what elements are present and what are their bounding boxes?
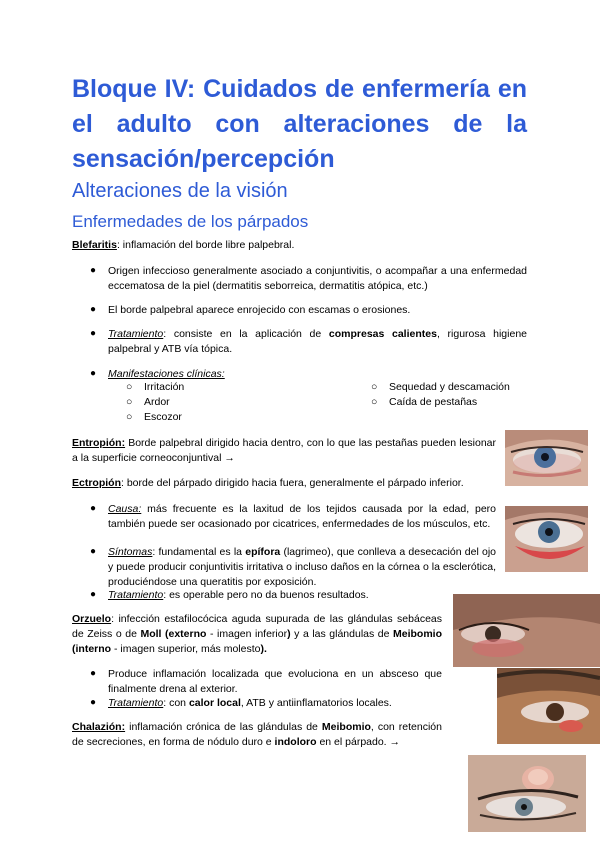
ectropion-causa (108, 502, 496, 532)
term-blefaritis: Blefaritis (72, 239, 117, 251)
bold-meibomio: Meibomio (interno (72, 628, 443, 655)
ectropion-sintomas (108, 545, 496, 590)
orzuelo-tratamiento (108, 696, 442, 711)
text: y a las glándulas de (290, 628, 394, 640)
bold-moll: Moll (externo (140, 628, 207, 640)
manif-item: Sequedad y descamación (389, 381, 510, 393)
section-heading: Enfermedades de los párpados (72, 212, 309, 231)
entropion-definition (72, 436, 496, 466)
text: inflamación crónica de las glándulas de (125, 721, 322, 733)
manif-item: Ardor (144, 396, 170, 408)
text: - imagen superior, más molesto (111, 643, 261, 655)
bullet-dot: ● (90, 589, 97, 600)
term-entropion: Entropión: (72, 437, 126, 449)
entropion-photo (505, 430, 588, 486)
circle-bullet: ○ (126, 411, 133, 423)
bullet-dot: ● (90, 304, 97, 315)
text: : consiste en la aplicación de (163, 328, 329, 340)
orzuelo-internal-photo (453, 594, 600, 667)
bullet-dot: ● (90, 697, 97, 708)
blefaritis-definition (72, 238, 527, 253)
ectropion-tratamiento (108, 588, 496, 603)
circle-bullet: ○ (126, 396, 133, 408)
bullet-dot: ● (90, 368, 97, 379)
text: en el párpado. → (316, 736, 401, 748)
bullet-dot: ● (90, 546, 97, 557)
text: - imagen inferior (206, 628, 288, 640)
text: Borde palpebral dirigido hacia dentro, con lo que las pestañas pueden lesionar a la superficie corneoconjuntival → (72, 437, 496, 464)
bullet-dot: ● (90, 328, 97, 339)
bold-indoloro: indoloro (274, 736, 317, 748)
text: , rigurosa higiene palpebral y ATB vía tópica. (108, 328, 527, 355)
orzuelo-external-photo (497, 668, 600, 744)
manif-item: Caída de pestañas (389, 396, 478, 408)
manif-item: Escozor (144, 411, 182, 423)
bullet-dot: ● (90, 668, 97, 679)
blefaritis-treatment (108, 327, 527, 357)
ectropion-definition (72, 476, 496, 491)
text: : borde del párpado dirigido hacia fuera, generalmente el párpado inferior. (121, 477, 464, 489)
circle-bullet: ○ (126, 381, 133, 393)
label-sintomas: Síntomas (108, 546, 153, 558)
bold-paren: ). (260, 643, 267, 655)
text: , ATB y antiinflamatorios locales. (240, 697, 392, 709)
term-chalazion: Chalazión: (72, 721, 126, 733)
label-manifestaciones (108, 367, 225, 382)
text: : infección estafilocócica aguda supurada de las glándulas sebáceas de Zeiss o de (72, 613, 442, 640)
page-title: Bloque IV: Cuidados de enfermería en el adulto con alteraciones de la sensación/percepción (72, 75, 527, 173)
text: (lagrimeo), que conlleva a desecación del ojo y puede producir conjuntivitis irritativa o incluso daños en la córnea o la esclerótica, produciéndose una queratitis por exposición. (108, 546, 497, 588)
label-causa: Causa: (108, 503, 142, 515)
orzuelo-definition (72, 612, 442, 657)
bold-compresas: compresas calientes (328, 328, 437, 340)
label-tratamiento: Tratamiento (108, 328, 164, 340)
circle-bullet: ○ (371, 396, 378, 408)
bold-meibomio: Meibomio (321, 721, 371, 733)
blefaritis-def-text: : inflamación del borde libre palpebral. (116, 239, 295, 251)
ectropion-photo (505, 506, 588, 572)
manif-item: Irritación (144, 381, 185, 393)
text: : fundamental es la (152, 546, 246, 558)
label-tratamiento: Tratamiento (108, 697, 164, 709)
blefaritis-border: El borde palpebral aparece enrojecido con escamas o erosiones. (108, 304, 411, 316)
text: más frecuente es la laxitud de los tejidos causada por la edad, pero también puede ser ocasionado por cicatrices, enfermedades de los músculos, etc. (108, 503, 496, 530)
orzuelo-inflamacion: Produce inflamación localizada que evoluciona en un absceso que finalmente drena al exterior. (108, 668, 442, 695)
bold-calor-local: calor local (188, 697, 241, 709)
bullet-dot: ● (90, 265, 97, 276)
bold-paren: ) (287, 628, 291, 640)
circle-bullet: ○ (371, 381, 378, 393)
chalazion-definition (72, 720, 442, 750)
subtitle: Alteraciones de la visión (72, 180, 288, 202)
text: , con retención de secreciones, en forma de nódulo duro e (72, 721, 442, 748)
label-tratamiento: Tratamiento (108, 589, 164, 601)
chalazion-photo (468, 755, 586, 832)
text: : con (163, 697, 189, 709)
bullet-dot: ● (90, 503, 97, 514)
text: : es operable pero no da buenos resultados. (163, 589, 369, 601)
bold-epifora: epífora (245, 546, 281, 558)
blefaritis-origin: Origen infeccioso generalmente asociado a conjuntivitis, o acompañar a una enfermedad eccematosa de la piel (dermatitis seborreica, dermatitis atópica, etc.) (108, 265, 527, 292)
term-ectropion: Ectropión (72, 477, 121, 489)
manifestaciones-label: Manifestaciones clínicas: (108, 368, 225, 380)
term-orzuelo: Orzuelo (72, 613, 112, 625)
